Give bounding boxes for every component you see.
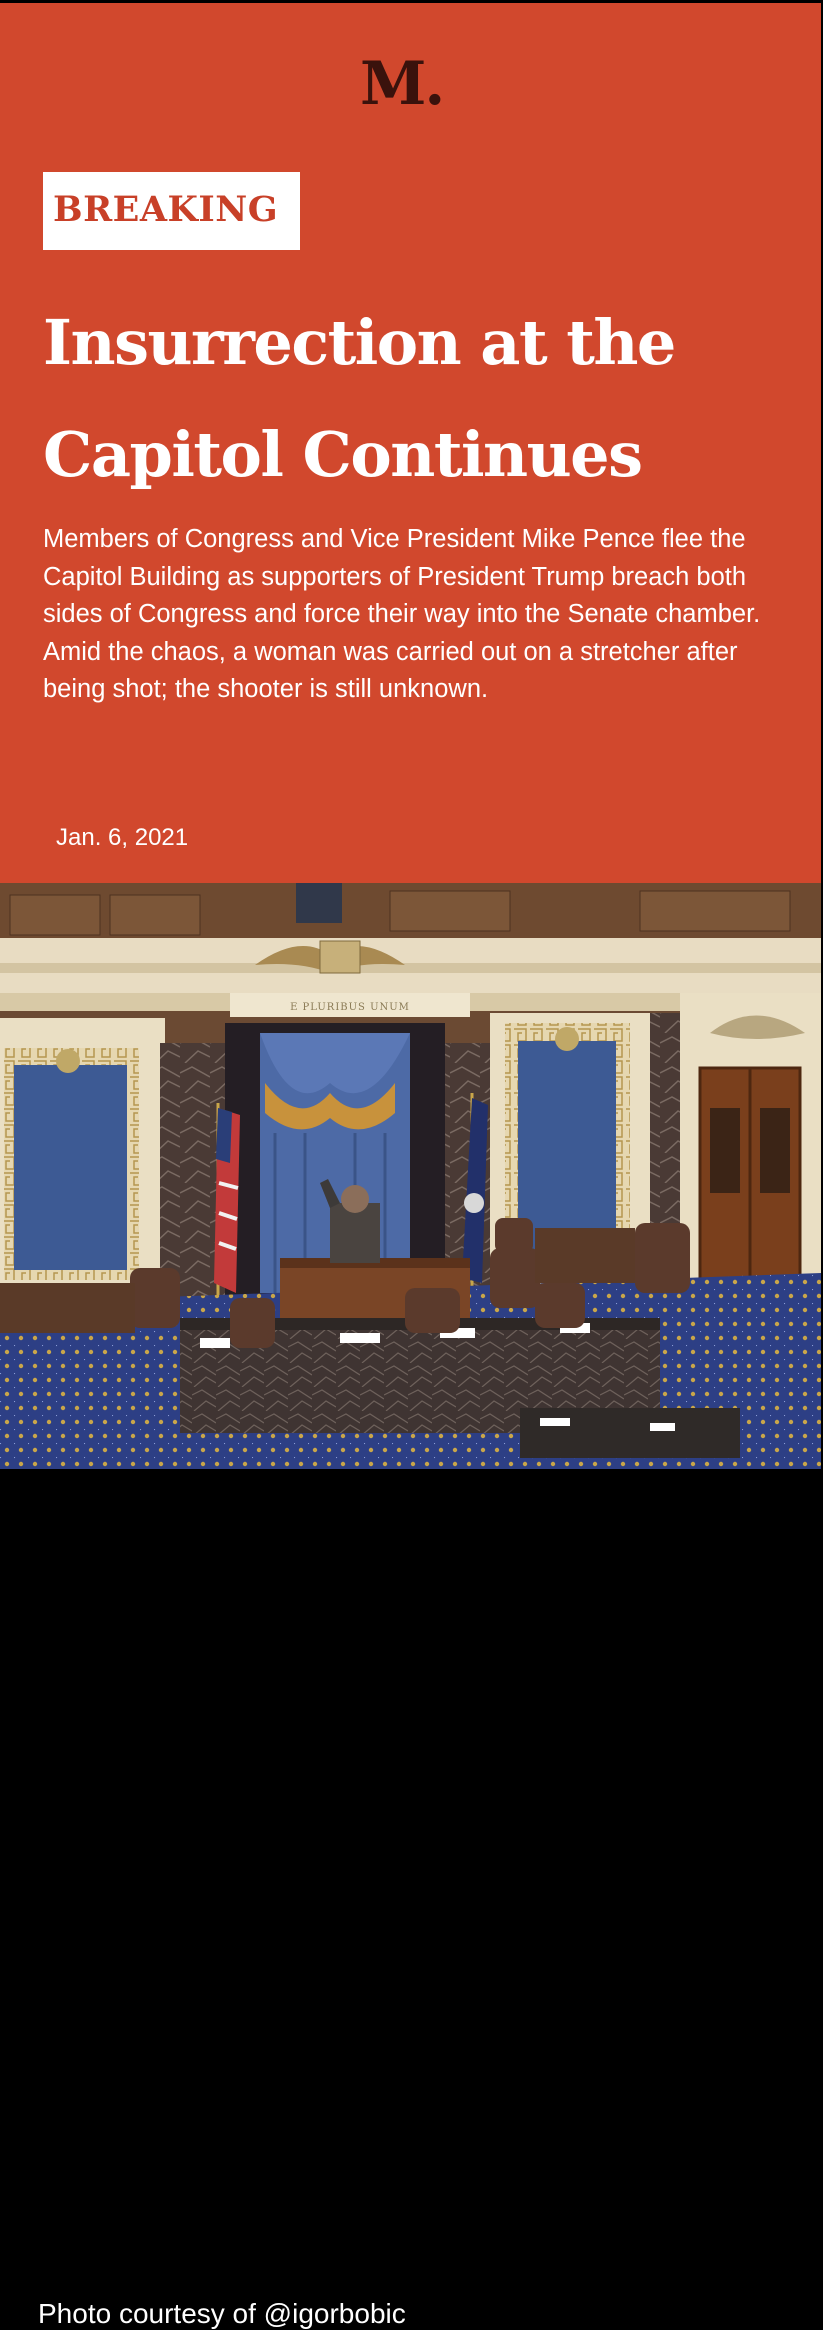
story-header [0, 3, 821, 883]
breaking-badge-label: BREAKING [53, 189, 279, 230]
article-summary: Members of Congress and Vice President Mike Pence flee the Capitol Building as supporters of President Trump breach both sides of Congress and force their way into the Senate chamber. Amid the chaos, a woman was carried out on a stretcher after being shot; the shooter is still unknown. [43, 525, 761, 703]
headline: Insurrection at the Capitol Continues [43, 306, 675, 491]
story-card[interactable] [0, 3, 821, 2329]
senate-chamber-illustration [0, 883, 821, 1469]
breaking-badge [43, 172, 300, 250]
photo-credit: Photo courtesy of @igorbobic [38, 2298, 406, 2329]
senate-chamber-photo [0, 883, 821, 2329]
bottom-bar [0, 1470, 823, 1501]
e-pluribus-unum-inscription: E PLURIBUS UNUM [290, 1002, 410, 1013]
article-date: Jan. 6, 2021 [56, 824, 189, 851]
brand-logo: M. [360, 49, 444, 119]
